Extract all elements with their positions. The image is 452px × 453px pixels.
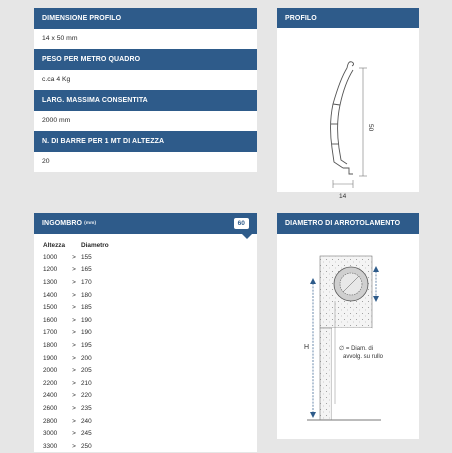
spec-value-peso: c.ca 4 Kg [42, 76, 71, 84]
table-header-row [34, 239, 109, 251]
cell-diametro: 190 [81, 316, 92, 324]
cell-diametro: 165 [81, 266, 92, 274]
ingombro-header [34, 213, 257, 234]
cell-altezza: 2200 [43, 379, 58, 387]
ingombro-title: INGOMBRO [42, 220, 83, 227]
legend-line-2: avvolg. su rullo [343, 354, 384, 360]
col-altezza: Altezza [43, 241, 66, 249]
arrotolamento-drawing [277, 234, 419, 439]
h-label: H [304, 344, 310, 351]
cell-diametro: 240 [81, 417, 92, 425]
cell-altezza: 1000 [43, 253, 58, 261]
profilo-drawing [277, 28, 419, 200]
cell-altezza: 1500 [43, 304, 58, 312]
ingombro-table [34, 239, 109, 453]
cell-separator: > [72, 392, 76, 400]
cell-separator: > [72, 417, 76, 425]
spec-value-dimensione: 14 x 50 mm [42, 35, 78, 43]
ingombro-unit: (mm) [84, 221, 97, 226]
cell-altezza: 3300 [43, 442, 58, 450]
cell-diametro: 195 [81, 341, 92, 349]
table-row [34, 377, 109, 390]
dim-height-label: 50 [367, 124, 374, 132]
table-row [34, 327, 109, 340]
cell-altezza: 1800 [43, 341, 58, 349]
cell-diametro: 185 [81, 304, 92, 312]
cell-diametro: 200 [81, 354, 92, 362]
cell-diametro: 235 [81, 404, 92, 412]
cell-diametro: 250 [81, 442, 92, 450]
legend-line-1: ∅ = Diam. di [339, 346, 374, 352]
h-arrow-down-icon [310, 412, 316, 418]
cell-separator: > [72, 367, 76, 375]
cell-separator: > [72, 404, 76, 412]
cell-separator: > [72, 304, 76, 312]
table-row [34, 264, 109, 277]
cell-separator: > [72, 278, 76, 286]
table-row [34, 301, 109, 314]
cell-separator: > [72, 379, 76, 387]
cell-separator: > [72, 291, 76, 299]
specs-card [34, 8, 257, 172]
spec-label-dimensione: DIMENSIONE PROFILO [34, 8, 257, 29]
table-row [34, 427, 109, 440]
table-row [34, 390, 109, 403]
table-row [34, 415, 109, 428]
profilo-card [277, 8, 419, 200]
table-row [34, 289, 109, 302]
table-row [34, 402, 109, 415]
cell-altezza: 1900 [43, 354, 58, 362]
cell-separator: > [72, 442, 76, 450]
ingombro-table-body [34, 251, 109, 453]
table-row [34, 352, 109, 365]
cell-altezza: 1400 [43, 291, 58, 299]
profilo-title: PROFILO [277, 8, 419, 28]
col-diametro: Diametro [81, 241, 109, 249]
cell-altezza: 1600 [43, 316, 58, 324]
profile-hook [347, 62, 354, 68]
cell-altezza: 3000 [43, 430, 58, 438]
spec-label-barre: N. DI BARRE PER 1 MT DI ALTEZZA [34, 131, 257, 152]
wall-column [320, 328, 332, 420]
cell-diametro: 210 [81, 379, 92, 387]
cell-altezza: 1200 [43, 266, 58, 274]
cell-diametro: 220 [81, 392, 92, 400]
cell-separator: > [72, 430, 76, 438]
cell-altezza: 2000 [43, 367, 58, 375]
ingombro-badge: 60 [234, 218, 249, 229]
ingombro-card [34, 213, 257, 452]
cell-diametro: 245 [81, 430, 92, 438]
cell-separator: > [72, 329, 76, 337]
dim-width-label: 14 [339, 193, 347, 200]
cell-altezza: 2400 [43, 392, 58, 400]
arrotolamento-title: DIAMETRO DI ARROTOLAMENTO [277, 213, 419, 234]
cell-separator: > [72, 316, 76, 324]
table-row [34, 440, 109, 453]
table-row [34, 276, 109, 289]
spec-value-barre: 20 [42, 158, 50, 166]
cell-separator: > [72, 354, 76, 362]
cell-diametro: 205 [81, 367, 92, 375]
cell-diametro: 170 [81, 278, 92, 286]
cell-altezza: 2600 [43, 404, 58, 412]
cell-diametro: 155 [81, 253, 92, 261]
cell-diametro: 190 [81, 329, 92, 337]
cell-altezza: 1300 [43, 278, 58, 286]
ingombro-caret-icon [242, 234, 252, 239]
cell-separator: > [72, 253, 76, 261]
h-arrow-up-icon [310, 278, 316, 284]
cell-diametro: 180 [81, 291, 92, 299]
cell-separator: > [72, 341, 76, 349]
profile-outline-outer [331, 68, 347, 168]
table-row [34, 364, 109, 377]
table-row [34, 339, 109, 352]
cell-altezza: 1700 [43, 329, 58, 337]
spec-label-peso: PESO PER METRO QUADRO [34, 49, 257, 70]
diam-arrow-down-icon [373, 296, 379, 302]
arrotolamento-card [277, 213, 419, 439]
cell-altezza: 2800 [43, 417, 58, 425]
spec-label-larghezza: LARG. MASSIMA CONSENTITA [34, 90, 257, 111]
table-row [34, 314, 109, 327]
spec-value-larghezza: 2000 mm [42, 117, 71, 125]
diam-arrow-up-icon [373, 266, 379, 272]
table-row [34, 251, 109, 264]
cell-separator: > [72, 266, 76, 274]
